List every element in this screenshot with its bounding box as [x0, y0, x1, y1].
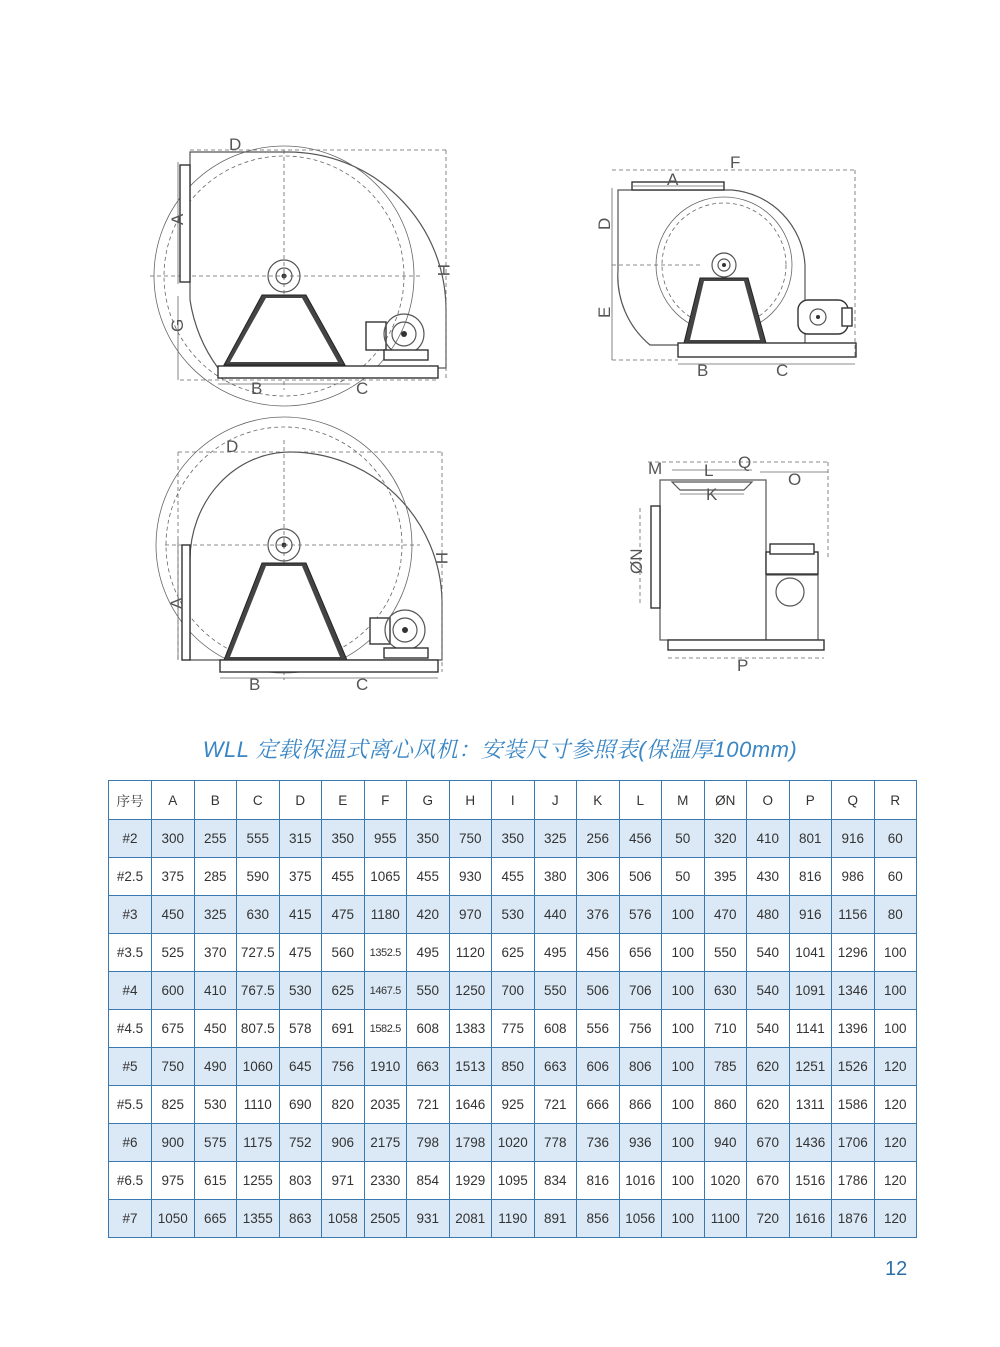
dim-label-O: O — [788, 470, 802, 489]
table-cell: 1180 — [364, 896, 407, 934]
table-cell: 1016 — [619, 1162, 662, 1200]
table-cell: 620 — [747, 1086, 790, 1124]
dim-label-D: D — [595, 217, 614, 230]
table-cell: 801 — [789, 820, 832, 858]
table-cell: 375 — [152, 858, 195, 896]
dim-label-C: C — [356, 379, 369, 398]
table-cell: 1396 — [832, 1010, 875, 1048]
column-header: J — [534, 781, 577, 820]
table-cell: 970 — [449, 896, 492, 934]
table-cell: 2175 — [364, 1124, 407, 1162]
table-cell: 450 — [152, 896, 195, 934]
table-cell: 816 — [789, 858, 832, 896]
dim-label-M: M — [648, 459, 663, 478]
table-cell: 120 — [874, 1048, 917, 1086]
table-row — [109, 820, 917, 858]
table-cell: 285 — [194, 858, 237, 896]
table-cell: 1586 — [832, 1086, 875, 1124]
table-cell: 971 — [322, 1162, 365, 1200]
column-header: P — [789, 781, 832, 820]
table-cell: 1020 — [704, 1162, 747, 1200]
table-cell: 863 — [279, 1200, 322, 1238]
column-header: C — [237, 781, 280, 820]
table-cell: 706 — [619, 972, 662, 1010]
table-row — [109, 1086, 917, 1124]
table-title: WLL 定载保温式离心风机：安装尺寸参照表(保温厚100mm) — [202, 737, 798, 762]
table-cell: 576 — [619, 896, 662, 934]
table-cell: 480 — [747, 896, 790, 934]
table-cell: 120 — [874, 1200, 917, 1238]
table-cell: 1616 — [789, 1200, 832, 1238]
table-cell: 1706 — [832, 1124, 875, 1162]
table-cell: 530 — [492, 896, 535, 934]
table-cell: 1786 — [832, 1162, 875, 1200]
table-cell: 100 — [662, 896, 705, 934]
table-cell: 100 — [662, 972, 705, 1010]
table-cell: 665 — [194, 1200, 237, 1238]
table-cell: 1091 — [789, 972, 832, 1010]
table-body — [109, 820, 917, 1238]
table-cell: 430 — [747, 858, 790, 896]
table-cell: 720 — [747, 1200, 790, 1238]
table-cell: 2330 — [364, 1162, 407, 1200]
table-cell: 100 — [874, 934, 917, 972]
table-cell: 856 — [577, 1200, 620, 1238]
table-cell: 670 — [747, 1162, 790, 1200]
table-cell: 645 — [279, 1048, 322, 1086]
table-cell: 550 — [407, 972, 450, 1010]
table-row — [109, 972, 917, 1010]
dim-label-D: D — [229, 135, 242, 154]
table-cell: 320 — [704, 820, 747, 858]
fan-view-top-right — [595, 153, 856, 380]
table-cell: 530 — [194, 1086, 237, 1124]
table-cell: 325 — [194, 896, 237, 934]
dim-label-A: A — [667, 170, 679, 189]
table-cell: 806 — [619, 1048, 662, 1086]
table-cell: 100 — [874, 972, 917, 1010]
table-cell: 1582.5 — [364, 1010, 407, 1048]
table-cell: 625 — [492, 934, 535, 972]
table-cell: 475 — [322, 896, 365, 934]
table-cell: 256 — [577, 820, 620, 858]
dim-label-H: H — [434, 264, 453, 277]
table-cell: 555 — [237, 820, 280, 858]
table-cell: 798 — [407, 1124, 450, 1162]
table-cell: 615 — [194, 1162, 237, 1200]
table-cell: 700 — [492, 972, 535, 1010]
table-cell: 60 — [874, 858, 917, 896]
table-cell: 608 — [407, 1010, 450, 1048]
table-cell: 691 — [322, 1010, 365, 1048]
table-row — [109, 1048, 917, 1086]
table-cell: 906 — [322, 1124, 365, 1162]
table-cell: 1020 — [492, 1124, 535, 1162]
column-header: 序号 — [109, 781, 152, 820]
table-cell: #4.5 — [109, 1010, 152, 1048]
table-cell: 350 — [407, 820, 450, 858]
table-cell: 1100 — [704, 1200, 747, 1238]
table-row — [109, 1124, 917, 1162]
table-cell: 750 — [449, 820, 492, 858]
table-cell: #5 — [109, 1048, 152, 1086]
table-cell: 100 — [662, 1086, 705, 1124]
table-cell: 825 — [152, 1086, 195, 1124]
table-cell: 767.5 — [237, 972, 280, 1010]
table-cell: 1190 — [492, 1200, 535, 1238]
table-cell: 606 — [577, 1048, 620, 1086]
table-cell: 1876 — [832, 1200, 875, 1238]
table-cell: 690 — [279, 1086, 322, 1124]
table-cell: 1910 — [364, 1048, 407, 1086]
table-cell: 625 — [322, 972, 365, 1010]
table-cell: #2.5 — [109, 858, 152, 896]
dim-label-B: B — [697, 361, 709, 380]
table-cell: 560 — [322, 934, 365, 972]
table-cell: 100 — [662, 934, 705, 972]
table-cell: 325 — [534, 820, 577, 858]
table-cell: 803 — [279, 1162, 322, 1200]
dim-label-G: G — [168, 318, 187, 332]
table-cell: 456 — [577, 934, 620, 972]
dim-label-L: L — [704, 461, 714, 480]
table-cell: 1058 — [322, 1200, 365, 1238]
table-cell: 100 — [662, 1200, 705, 1238]
table-cell: 530 — [279, 972, 322, 1010]
dim-label-C: C — [776, 361, 789, 380]
table-cell: 395 — [704, 858, 747, 896]
table-cell: 1798 — [449, 1124, 492, 1162]
column-header: L — [619, 781, 662, 820]
table-cell: 100 — [662, 1124, 705, 1162]
table-cell: 900 — [152, 1124, 195, 1162]
table-cell: 608 — [534, 1010, 577, 1048]
table-cell: 455 — [322, 858, 365, 896]
dim-label-B: B — [249, 675, 261, 694]
table-cell: 721 — [407, 1086, 450, 1124]
table-cell: 1526 — [832, 1048, 875, 1086]
table-cell: 1513 — [449, 1048, 492, 1086]
column-header: K — [577, 781, 620, 820]
table-cell: 721 — [534, 1086, 577, 1124]
table-cell: 1065 — [364, 858, 407, 896]
column-header: F — [364, 781, 407, 820]
column-header: G — [407, 781, 450, 820]
table-cell: 1646 — [449, 1086, 492, 1124]
column-header: O — [747, 781, 790, 820]
table-cell: 807.5 — [237, 1010, 280, 1048]
table-cell: #3 — [109, 896, 152, 934]
table-cell: 578 — [279, 1010, 322, 1048]
table-cell: #3.5 — [109, 934, 152, 972]
table-cell: 630 — [237, 896, 280, 934]
table-cell: 550 — [534, 972, 577, 1010]
dim-label-E: E — [595, 306, 614, 318]
table-row — [109, 1162, 917, 1200]
dim-label-N: ØN — [627, 548, 646, 574]
table-cell: 1296 — [832, 934, 875, 972]
dim-label-A: A — [167, 597, 186, 609]
fan-view-bottom-left — [156, 417, 451, 694]
table-cell: 785 — [704, 1048, 747, 1086]
table-cell: 1383 — [449, 1010, 492, 1048]
table-row — [109, 858, 917, 896]
table-cell: 866 — [619, 1086, 662, 1124]
table-cell: 620 — [747, 1048, 790, 1086]
table-cell: 2081 — [449, 1200, 492, 1238]
table-cell: 540 — [747, 972, 790, 1010]
table-cell: 750 — [152, 1048, 195, 1086]
table-cell: 930 — [449, 858, 492, 896]
table-cell: 456 — [619, 820, 662, 858]
column-header: Q — [832, 781, 875, 820]
table-cell: 975 — [152, 1162, 195, 1200]
table-cell: 710 — [704, 1010, 747, 1048]
table-cell: 506 — [577, 972, 620, 1010]
table-cell: #5.5 — [109, 1086, 152, 1124]
table-cell: 255 — [194, 820, 237, 858]
fan-view-top-left — [150, 135, 453, 406]
table-cell: 415 — [279, 896, 322, 934]
table-cell: 931 — [407, 1200, 450, 1238]
table-cell: 1467.5 — [364, 972, 407, 1010]
table-cell: 540 — [747, 1010, 790, 1048]
table-cell: 752 — [279, 1124, 322, 1162]
page-number: 12 — [885, 1258, 908, 1280]
table-cell: 100 — [662, 1048, 705, 1086]
table-cell: 455 — [492, 858, 535, 896]
table-cell: 550 — [704, 934, 747, 972]
table-cell: 475 — [279, 934, 322, 972]
table-cell: 891 — [534, 1200, 577, 1238]
table-cell: 1352.5 — [364, 934, 407, 972]
table-cell: 350 — [322, 820, 365, 858]
table-cell: 380 — [534, 858, 577, 896]
table-cell: #7 — [109, 1200, 152, 1238]
table-cell: 1346 — [832, 972, 875, 1010]
table-cell: 450 — [194, 1010, 237, 1048]
table-cell: 440 — [534, 896, 577, 934]
table-cell: 1255 — [237, 1162, 280, 1200]
table-cell: 816 — [577, 1162, 620, 1200]
column-header: ØN — [704, 781, 747, 820]
table-cell: 756 — [322, 1048, 365, 1086]
table-cell: 556 — [577, 1010, 620, 1048]
table-cell: 820 — [322, 1086, 365, 1124]
column-header: R — [874, 781, 917, 820]
table-cell: 600 — [152, 972, 195, 1010]
table-row — [109, 1010, 917, 1048]
table-cell: 100 — [874, 1010, 917, 1048]
table-cell: 60 — [874, 820, 917, 858]
table-cell: 490 — [194, 1048, 237, 1086]
dim-label-B: B — [251, 379, 263, 398]
table-cell: 1250 — [449, 972, 492, 1010]
dim-label-P: P — [737, 656, 749, 675]
table-cell: 986 — [832, 858, 875, 896]
table-cell: 410 — [747, 820, 790, 858]
table-cell: 936 — [619, 1124, 662, 1162]
table-cell: 2035 — [364, 1086, 407, 1124]
table-cell: 940 — [704, 1124, 747, 1162]
table-cell: 2505 — [364, 1200, 407, 1238]
table-cell: 540 — [747, 934, 790, 972]
table-cell: 1056 — [619, 1200, 662, 1238]
dim-label-C: C — [356, 675, 369, 694]
fan-view-side — [627, 453, 828, 675]
dim-label-F: F — [730, 153, 741, 172]
table-cell: 1516 — [789, 1162, 832, 1200]
table-row — [109, 896, 917, 934]
table-cell: 306 — [577, 858, 620, 896]
table-cell: 120 — [874, 1162, 917, 1200]
table-cell: 663 — [407, 1048, 450, 1086]
table-cell: 775 — [492, 1010, 535, 1048]
table-cell: 420 — [407, 896, 450, 934]
table-cell: 590 — [237, 858, 280, 896]
table-cell: 1060 — [237, 1048, 280, 1086]
table-row — [109, 1200, 917, 1238]
table-cell: 656 — [619, 934, 662, 972]
table-cell: 410 — [194, 972, 237, 1010]
table-cell: 834 — [534, 1162, 577, 1200]
table-cell: 675 — [152, 1010, 195, 1048]
table-cell: 916 — [789, 896, 832, 934]
table-cell: 854 — [407, 1162, 450, 1200]
table-cell: 778 — [534, 1124, 577, 1162]
table-cell: 916 — [832, 820, 875, 858]
table-cell: 1141 — [789, 1010, 832, 1048]
table-cell: 120 — [874, 1124, 917, 1162]
table-cell: 100 — [662, 1162, 705, 1200]
table-cell: #6 — [109, 1124, 152, 1162]
table-cell: 120 — [874, 1086, 917, 1124]
table-cell: 1311 — [789, 1086, 832, 1124]
table-cell: 1251 — [789, 1048, 832, 1086]
table-cell: 525 — [152, 934, 195, 972]
table-cell: 100 — [662, 1010, 705, 1048]
table-cell: 1050 — [152, 1200, 195, 1238]
table-cell: 850 — [492, 1048, 535, 1086]
table-cell: 1156 — [832, 896, 875, 934]
table-cell: 350 — [492, 820, 535, 858]
table-cell: 756 — [619, 1010, 662, 1048]
table-cell: #4 — [109, 972, 152, 1010]
table-cell: 495 — [534, 934, 577, 972]
table-cell: 663 — [534, 1048, 577, 1086]
column-header: A — [152, 781, 195, 820]
table-cell: 300 — [152, 820, 195, 858]
table-cell: 1120 — [449, 934, 492, 972]
table-cell: 315 — [279, 820, 322, 858]
table-cell: #6.5 — [109, 1162, 152, 1200]
table-cell: 666 — [577, 1086, 620, 1124]
table-cell: 670 — [747, 1124, 790, 1162]
table-cell: 455 — [407, 858, 450, 896]
table-cell: 80 — [874, 896, 917, 934]
table-cell: 736 — [577, 1124, 620, 1162]
dim-label-A: A — [168, 213, 187, 225]
column-header: B — [194, 781, 237, 820]
column-header: D — [279, 781, 322, 820]
table-cell: 727.5 — [237, 934, 280, 972]
table-cell: 955 — [364, 820, 407, 858]
table-header-row — [109, 781, 917, 820]
table-row — [109, 934, 917, 972]
table-cell: 495 — [407, 934, 450, 972]
table-cell: 376 — [577, 896, 620, 934]
dim-label-D: D — [226, 437, 239, 456]
table-cell: 1436 — [789, 1124, 832, 1162]
table-cell: 370 — [194, 934, 237, 972]
dim-label-K: K — [706, 485, 718, 504]
dim-label-H: H — [432, 552, 451, 565]
table-cell: #2 — [109, 820, 152, 858]
table-cell: 1110 — [237, 1086, 280, 1124]
table-cell: 630 — [704, 972, 747, 1010]
table-cell: 925 — [492, 1086, 535, 1124]
table-cell: 50 — [662, 858, 705, 896]
table-cell: 470 — [704, 896, 747, 934]
table-cell: 1175 — [237, 1124, 280, 1162]
table-cell: 1355 — [237, 1200, 280, 1238]
table-cell: 50 — [662, 820, 705, 858]
table-cell: 506 — [619, 858, 662, 896]
table-cell: 1095 — [492, 1162, 535, 1200]
column-header: I — [492, 781, 535, 820]
column-header: E — [322, 781, 365, 820]
dim-label-Q: Q — [738, 453, 752, 472]
table-cell: 860 — [704, 1086, 747, 1124]
column-header: M — [662, 781, 705, 820]
table-cell: 1041 — [789, 934, 832, 972]
table-cell: 575 — [194, 1124, 237, 1162]
column-header: H — [449, 781, 492, 820]
table-cell: 1929 — [449, 1162, 492, 1200]
table-cell: 375 — [279, 858, 322, 896]
dimension-table — [108, 780, 917, 1238]
